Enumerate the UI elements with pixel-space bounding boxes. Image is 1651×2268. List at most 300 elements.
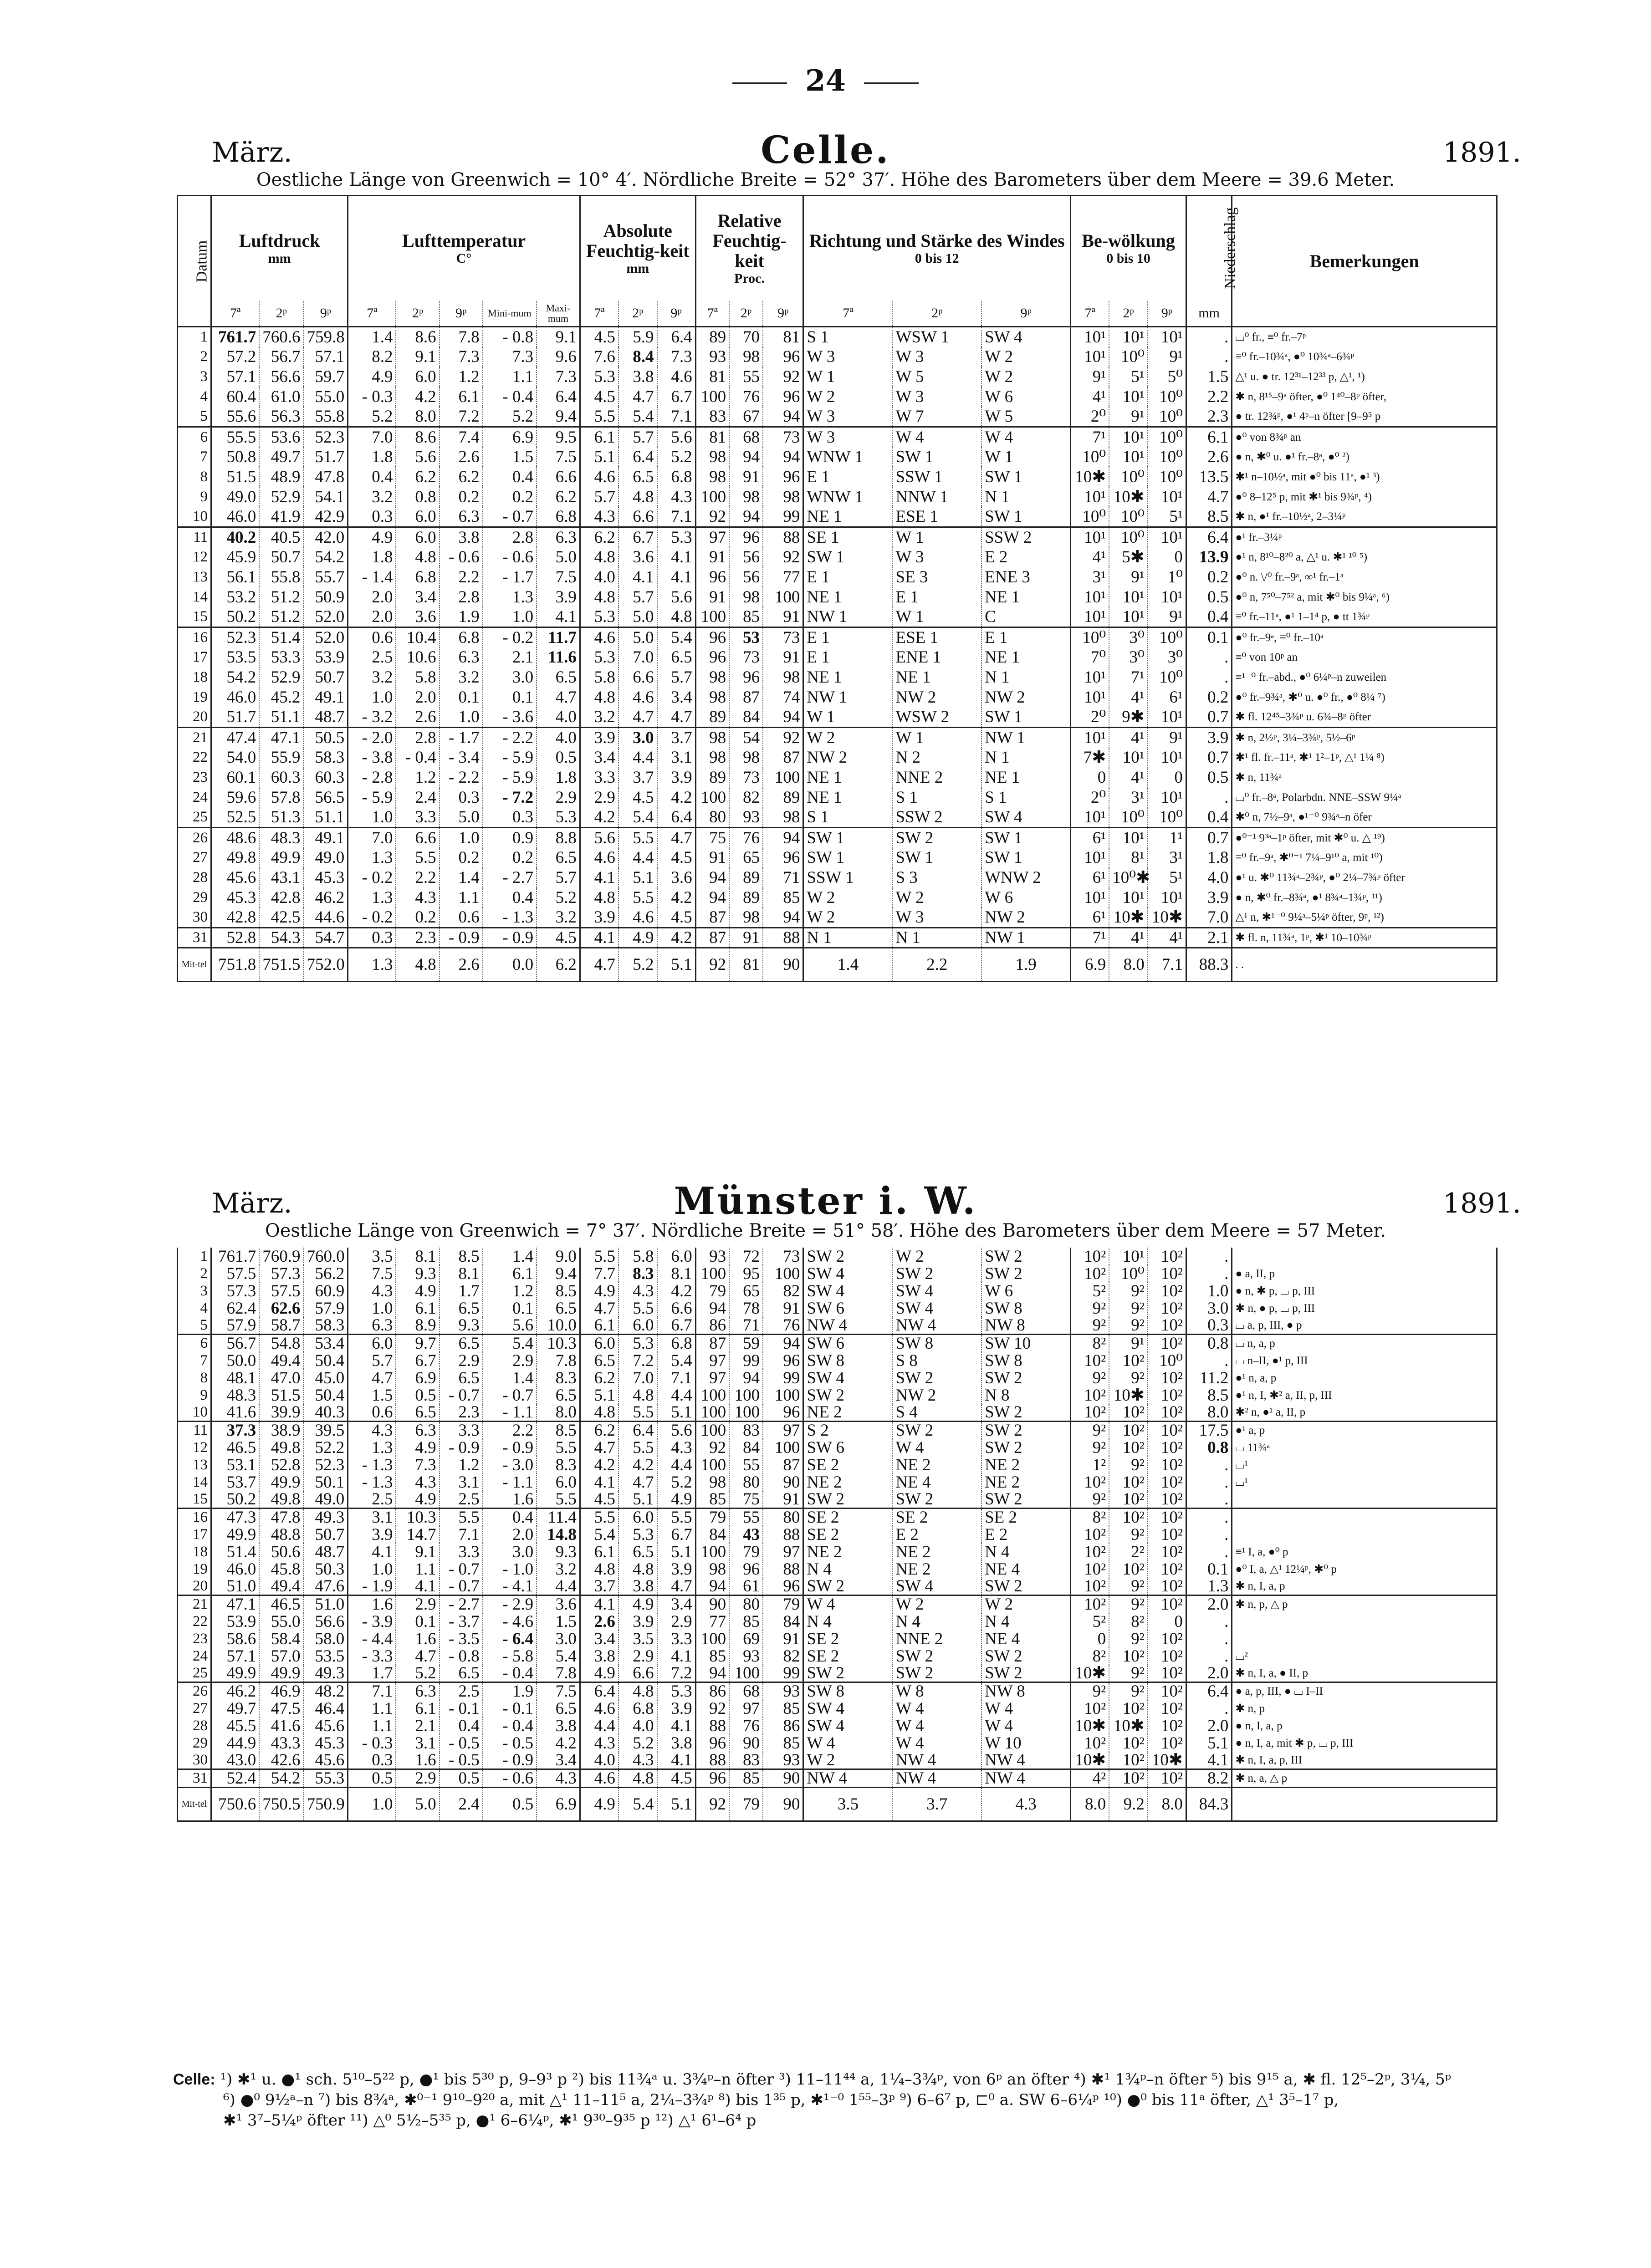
luftdruck-2p: 47.5: [259, 1700, 303, 1717]
wind-2p: N 1: [892, 928, 981, 948]
bemerkung: [1232, 1509, 1497, 1526]
temp-2p: 8.6: [396, 327, 439, 347]
luftdruck-2p: 58.7: [259, 1317, 303, 1335]
rel-feuchte-9p: 77: [763, 567, 803, 587]
rel-feuchte-9p: 88: [763, 1526, 803, 1543]
wind-2p: W 3: [892, 908, 981, 928]
bewoelkung-2p: 9¹: [1109, 567, 1148, 587]
luftdruck-2p: 52.9: [259, 487, 303, 507]
temp-9p: 6.1: [440, 387, 483, 407]
rel-feuchte-7a: 100: [700, 1542, 726, 1561]
bewoelkung-7a: 5²: [1092, 1612, 1106, 1631]
rel-feuchte-2p: 55: [729, 1509, 763, 1526]
luftdruck-7a: 48.6: [211, 828, 260, 848]
abs-feuchte-2p: 4.2: [618, 1456, 657, 1473]
day: 19: [178, 1560, 211, 1578]
day-row: [178, 1543, 1497, 1560]
temp-max: 4.2: [537, 1734, 580, 1752]
luftdruck-7a: 40.2: [211, 527, 260, 547]
abs-feuchte-9p: 4.9: [657, 1491, 696, 1509]
bewoelkung-9p: 5¹: [1148, 507, 1186, 527]
bewoelkung-7a: 7⁰: [1090, 648, 1106, 667]
temp-2p: 4.9: [396, 1282, 439, 1300]
day: 25: [178, 1665, 211, 1682]
wind-2p: ESE 1: [892, 627, 981, 647]
temp-max: 0.5: [537, 748, 580, 768]
abs-feuchte-2p: 6.4: [618, 447, 657, 467]
day-row: [178, 367, 1497, 387]
abs-feuchte-7a: 5.8: [594, 668, 615, 687]
temp-2p: 9.7: [396, 1335, 439, 1352]
sub-7a: 7ª: [1071, 301, 1109, 327]
abs-feuchte-7a: 3.3: [594, 768, 615, 787]
bewoelkung-7a: 9²: [1092, 1490, 1106, 1509]
luftdruck-9p: 56.5: [303, 788, 348, 808]
footnote-line: ⁶) ●⁰ 9½ᵃ–n ⁷) bis 8¾ᵃ, ✱⁰⁻¹ 9¹⁰–9²⁰ a, mit △¹ 11–11⁵ a, 2¼–3¾ᵖ ⁸) bis 1³⁵ p, ✱¹⁻⁰ 1⁵⁵–3ᵖ ⁹) 6–6⁷ p, ⊏⁰ a. SW 6–6¼ᵖ ¹⁰) ●⁰ bis 11ᵃ öfter, △¹ 3⁵–1⁷ p,: [223, 2090, 1339, 2109]
temp-min: - 5.8: [483, 1647, 537, 1665]
temp-7a: 4.7: [372, 1368, 393, 1387]
bemerkung: ●¹ n, a, p: [1232, 1369, 1497, 1386]
abs-feuchte-7a: 5.5: [580, 1509, 618, 1526]
day-row: [178, 1613, 1497, 1630]
rel-feuchte-2p: 61: [729, 1578, 763, 1595]
rel-feuchte-7a: 79: [709, 1281, 726, 1300]
niederschlag: 0.5: [1186, 587, 1232, 607]
temp-max: 6.0: [537, 1473, 580, 1491]
abs-feuchte-2p: 8.3: [618, 1265, 657, 1282]
day-row: [178, 1560, 1497, 1578]
wind-7a: SW 6: [807, 1299, 844, 1318]
bewoelkung-9p: 10²: [1148, 1509, 1186, 1526]
abs-feuchte-7a: 7.6: [594, 347, 615, 366]
luftdruck-2p: 55.9: [259, 748, 303, 768]
wind-9p: N 1: [981, 668, 1071, 688]
niederschlag: 2.0: [1186, 1665, 1232, 1682]
luftdruck-7a: 46.0: [226, 688, 256, 707]
luftdruck-2p: 50.6: [259, 1543, 303, 1560]
wind-7a: SE 2: [803, 1509, 893, 1526]
rel-feuchte-2p: 53: [729, 627, 763, 647]
luftdruck-2p: 53.3: [259, 647, 303, 668]
bewoelkung-2p: 10✱: [1109, 487, 1148, 507]
sub-7a: 7ª: [695, 301, 729, 327]
day: 23: [178, 1630, 211, 1647]
rel-feuchte-9p: 86: [763, 1717, 803, 1734]
bewoelkung-9p: 10²: [1148, 1769, 1186, 1788]
temp-min: 5.2: [483, 407, 537, 427]
day: 13: [178, 567, 211, 587]
abs-feuchte-7a: 4.9: [580, 1788, 618, 1821]
luftdruck-2p: 47.8: [259, 1509, 303, 1526]
wind-2p: ESE 1: [892, 507, 981, 527]
footnote-line: Celle: ¹) ✱¹ u. ●¹ sch. 5¹⁰–5²² p, ●¹ bis 5³⁰ p, 9–9³ p ²) bis 11¾ᵃ u. 3¾ᵖ–n öfter ³) 11–11⁴⁴ a, 1¼–3¾ᵖ, von 6ᵖ an öfter ⁴) ✱¹ 1¾ᵖ–n öfter ⁵) bis 9¹⁵ a, ✱ fl. 12⁵–2ᵖ, 3¼, 5ᵖ: [173, 2070, 1452, 2089]
temp-max: 10.3: [537, 1335, 580, 1352]
temp-max: 14.8: [537, 1526, 580, 1543]
luftdruck-7a: 49.7: [226, 1699, 256, 1718]
temp-7a: - 4.4: [362, 1629, 393, 1648]
sub-9p: 9ᵖ: [303, 301, 348, 327]
bemerkung: [1232, 1788, 1497, 1821]
temp-min: - 6.4: [483, 1630, 537, 1647]
rel-feuchte-9p: 84: [763, 1613, 803, 1630]
day: 20: [178, 708, 211, 728]
rel-feuchte-2p: 73: [729, 647, 763, 668]
wind-9p: SE 2: [981, 1509, 1071, 1526]
temp-9p: 6.3: [440, 507, 483, 527]
abs-feuchte-9p: 4.1: [657, 1752, 696, 1769]
luftdruck-9p: 60.9: [303, 1282, 348, 1300]
niederschlag: 5.1: [1186, 1734, 1232, 1752]
bemerkung: ● n, ✱⁰ fr.–8¾ᵃ, ●¹ 8¾ᵃ–1¾ᵖ, ¹¹): [1232, 888, 1497, 908]
temp-min: - 2.2: [483, 728, 537, 748]
abs-feuchte-2p: 5.2: [618, 1734, 657, 1752]
day-row: [178, 327, 1497, 347]
abs-feuchte-7a: 4.5: [594, 1490, 615, 1509]
day: 29: [178, 888, 211, 908]
temp-max: 5.7: [537, 868, 580, 888]
temp-9p: 6.2: [440, 467, 483, 487]
luftdruck-9p: 52.3: [303, 427, 348, 447]
temp-2p: 1.6: [396, 1752, 439, 1769]
temp-9p: 7.4: [440, 427, 483, 447]
wind-9p: C: [981, 607, 1071, 627]
day: 27: [178, 848, 211, 868]
day-row: [178, 607, 1497, 627]
bewoelkung-7a: 10¹: [1071, 728, 1109, 748]
wind-2p: NE 2: [892, 1543, 981, 1560]
rel-feuchte-2p: 65: [729, 1282, 763, 1300]
temp-7a: 1.7: [372, 1664, 393, 1682]
wind-9p: SW 1: [981, 467, 1071, 487]
day-row: [178, 848, 1497, 868]
temp-2p: 7.3: [396, 1456, 439, 1473]
footnotes: [173, 2069, 1494, 2131]
bewoelkung-2p: 10²: [1109, 1491, 1148, 1509]
temp-min: 6.1: [483, 1265, 537, 1282]
rel-feuchte-9p: 81: [763, 327, 803, 347]
temp-7a: 3.9: [372, 1525, 393, 1544]
abs-feuchte-7a: 6.2: [594, 1368, 615, 1387]
abs-feuchte-2p: 5.3: [618, 1335, 657, 1352]
luftdruck-7a: 53.7: [226, 1473, 256, 1492]
abs-feuchte-9p: 5.6: [657, 587, 696, 607]
temp-min: - 0.4: [483, 387, 537, 407]
abs-feuchte-7a: 4.6: [580, 627, 618, 647]
bewoelkung-7a: 10²: [1071, 1595, 1109, 1613]
abs-feuchte-9p: 5.1: [657, 1788, 696, 1821]
temp-2p: 8.1: [396, 1248, 439, 1265]
abs-feuchte-7a: 3.2: [594, 708, 615, 727]
bewoelkung-9p: 10⁰: [1148, 808, 1186, 828]
abs-feuchte-9p: 3.1: [657, 748, 696, 768]
bemerkung: ● n, ✱ p, ⌴ p, III: [1232, 1282, 1497, 1300]
bewoelkung-7a: 10¹: [1084, 848, 1106, 867]
bewoelkung-9p: 10²: [1148, 1717, 1186, 1734]
niederschlag: .: [1186, 327, 1232, 347]
temp-9p: - 0.7: [440, 1578, 483, 1595]
niederschlag: .: [1186, 788, 1232, 808]
temp-max: 3.4: [537, 1752, 580, 1769]
wind-7a: S 2: [803, 1422, 893, 1439]
abs-feuchte-2p: 5.5: [618, 1300, 657, 1317]
luftdruck-7a: 51.4: [226, 1542, 256, 1561]
temp-min: 1.2: [483, 1282, 537, 1300]
temp-min: - 1.0: [483, 1560, 537, 1578]
wind-7a: W 3: [807, 347, 835, 366]
abs-feuchte-2p: 4.6: [618, 688, 657, 708]
rel-feuchte-7a: 92: [709, 1699, 726, 1718]
day: Mit-tel: [178, 1788, 211, 1821]
wind-9p: SW 1: [981, 507, 1071, 527]
temp-2p: 6.7: [396, 1352, 439, 1369]
wind-2p: S 3: [892, 868, 981, 888]
temp-min: - 3.0: [483, 1456, 537, 1473]
wind-9p: W 10: [981, 1734, 1071, 1752]
wind-7a: SW 2: [807, 1247, 844, 1266]
bewoelkung-7a: 10¹: [1084, 688, 1106, 707]
temp-2p: 6.6: [396, 828, 439, 848]
luftdruck-7a: 51.5: [226, 468, 256, 486]
rel-feuchte-7a: 96: [695, 627, 729, 647]
bewoelkung-2p: 10²: [1109, 1647, 1148, 1665]
temp-min: 0.2: [483, 848, 537, 868]
bewoelkung-9p: 5⁰: [1148, 367, 1186, 387]
bewoelkung-7a: 10⁰: [1082, 448, 1106, 466]
day-row: [178, 1647, 1497, 1665]
wind-7a: W 2: [803, 728, 893, 748]
wind-7a: SW 8: [803, 1682, 893, 1700]
bewoelkung-7a: 10²: [1084, 1699, 1106, 1718]
wind-2p: S 1: [892, 788, 981, 808]
bewoelkung-7a: 7✱: [1083, 748, 1106, 767]
bewoelkung-2p: 10✱: [1109, 908, 1148, 928]
wind-7a: SW 1: [803, 828, 893, 848]
bewoelkung-9p: 10¹: [1148, 788, 1186, 808]
temp-max: 7.8: [537, 1665, 580, 1682]
abs-feuchte-2p: 4.8: [618, 1682, 657, 1700]
luftdruck-7a: 60.1: [226, 768, 256, 787]
rel-feuchte-7a: 98: [709, 448, 726, 466]
rel-feuchte-9p: 96: [763, 1352, 803, 1369]
temp-2p: 2.0: [396, 688, 439, 708]
bewoelkung-7a: 6¹: [1092, 908, 1106, 927]
day-row: [178, 688, 1497, 708]
temp-min: - 0.1: [483, 1700, 537, 1717]
luftdruck-2p: 45.8: [259, 1560, 303, 1578]
temp-min: - 7.2: [483, 788, 537, 808]
rel-feuchte-9p: 92: [763, 367, 803, 387]
bemerkung: ⌴ n, a, p: [1232, 1335, 1497, 1352]
luftdruck-9p: 49.0: [303, 1491, 348, 1509]
day: 4: [178, 1300, 211, 1317]
temp-9p: 6.8: [440, 627, 483, 647]
abs-feuchte-2p: 4.3: [618, 1752, 657, 1769]
luftdruck-2p: 55.0: [259, 1613, 303, 1630]
rel-feuchte-9p: 99: [763, 1665, 803, 1682]
abs-feuchte-9p: 7.3: [657, 347, 696, 367]
bewoelkung-9p: 10✱: [1148, 908, 1186, 928]
wind-9p: WNW 2: [981, 868, 1071, 888]
abs-feuchte-7a: 6.1: [594, 1542, 615, 1561]
bewoelkung-2p: 9²: [1109, 1456, 1148, 1473]
temp-2p: 4.1: [396, 1578, 439, 1595]
day: 11: [178, 1422, 211, 1439]
wind-2p: W 7: [892, 407, 981, 427]
abs-feuchte-2p: 3.8: [618, 367, 657, 387]
luftdruck-9p: 54.2: [303, 547, 348, 567]
abs-feuchte-9p: 5.1: [657, 1543, 696, 1560]
wind-2p: NW 4: [892, 1769, 981, 1788]
bewoelkung-7a: 0: [1097, 768, 1106, 787]
temp-7a: - 3.9: [362, 1612, 393, 1631]
luftdruck-2p: 42.8: [259, 888, 303, 908]
abs-feuchte-2p: 4.7: [618, 387, 657, 407]
luftdruck-9p: 54.7: [303, 928, 348, 948]
abs-feuchte-7a: 6.4: [580, 1682, 618, 1700]
wind-2p: W 4: [892, 1439, 981, 1456]
wind-2p: W 4: [892, 1717, 981, 1734]
abs-feuchte-7a: 6.1: [580, 427, 618, 447]
temp-min: 1.0: [483, 607, 537, 627]
temp-2p: 9.1: [396, 1543, 439, 1560]
bemerkung: ⌴ 11¾ᵃ: [1232, 1439, 1497, 1456]
day: 2: [178, 347, 211, 367]
wind-2p: W 2: [892, 1595, 981, 1613]
wind-2p: W 4: [892, 1734, 981, 1752]
abs-feuchte-7a: 5.1: [594, 448, 615, 466]
abs-feuchte-9p: 5.1: [657, 948, 696, 982]
sub-2p: 2ᵖ: [396, 301, 439, 327]
temp-2p: 4.8: [396, 547, 439, 567]
temp-7a: 2.0: [372, 588, 393, 606]
day: 26: [178, 828, 211, 848]
bewoelkung-2p: 10¹: [1109, 1248, 1148, 1265]
day: 25: [178, 808, 211, 828]
day-row: [178, 668, 1497, 688]
temp-7a: 1.4: [372, 327, 393, 347]
wind-2p: WSW 1: [892, 327, 981, 347]
rel-feuchte-2p: 68: [729, 1682, 763, 1700]
temp-min: 5.4: [483, 1335, 537, 1352]
rel-feuchte-9p: 74: [763, 688, 803, 708]
luftdruck-9p: 50.4: [303, 1386, 348, 1404]
abs-feuchte-9p: 3.4: [657, 1595, 696, 1613]
sub-7a: 7ª: [580, 301, 618, 327]
abs-feuchte-9p: 4.2: [657, 1282, 696, 1300]
luftdruck-9p: 53.5: [303, 1647, 348, 1665]
wind-9p: SW 2: [981, 1491, 1071, 1509]
temp-9p: 0.3: [440, 788, 483, 808]
bewoelkung-9p: 10²: [1148, 1665, 1186, 1682]
day: 22: [178, 1613, 211, 1630]
luftdruck-2p: 49.9: [259, 1473, 303, 1491]
abs-feuchte-2p: 7.0: [618, 647, 657, 668]
luftdruck-9p: 45.3: [303, 1734, 348, 1752]
luftdruck-7a: 59.6: [226, 788, 256, 807]
wind-9p: SW 2: [981, 1578, 1071, 1595]
luftdruck-2p: 50.7: [259, 547, 303, 567]
abs-feuchte-9p: 4.1: [657, 547, 696, 567]
rel-feuchte-7a: 98: [709, 1473, 726, 1492]
temp-max: 6.2: [537, 487, 580, 507]
temp-7a: 2.5: [372, 1490, 393, 1509]
luftdruck-2p: 49.8: [259, 1439, 303, 1456]
wind-9p: SSW 2: [981, 527, 1071, 547]
rel-feuchte-2p: 80: [729, 1473, 763, 1491]
wind-9p: NW 8: [981, 1317, 1071, 1335]
luftdruck-7a: 49.8: [226, 848, 256, 867]
day-row: [178, 868, 1497, 888]
temp-max: 4.5: [537, 928, 580, 948]
abs-feuchte-7a: 6.2: [580, 1422, 618, 1439]
abs-feuchte-2p: 6.6: [618, 507, 657, 527]
luftdruck-2p: 38.9: [259, 1422, 303, 1439]
day: 23: [178, 768, 211, 788]
niederschlag: 0.4: [1186, 808, 1232, 828]
niederschlag: 8.5: [1186, 1386, 1232, 1404]
temp-min: 0.1: [483, 688, 537, 708]
abs-feuchte-7a: 4.8: [594, 588, 615, 606]
temp-7a: 4.1: [372, 1542, 393, 1561]
niederschlag: .: [1186, 1613, 1232, 1630]
wind-9p: W 4: [981, 1717, 1071, 1734]
luftdruck-2p: 54.3: [259, 928, 303, 948]
temp-9p: 3.2: [440, 668, 483, 688]
temp-2p: 2.6: [396, 708, 439, 728]
day-row: [178, 1404, 1497, 1422]
rel-feuchte-9p: 94: [763, 407, 803, 427]
bewoelkung-2p: 9²: [1109, 1317, 1148, 1335]
temp-2p: 1.1: [396, 1560, 439, 1578]
day-row: [178, 708, 1497, 728]
rel-feuchte-7a: 96: [709, 648, 726, 667]
day: 24: [178, 1647, 211, 1665]
day: 4: [178, 387, 211, 407]
abs-feuchte-2p: 5.2: [618, 948, 657, 982]
abs-feuchte-9p: 4.2: [657, 788, 696, 808]
temp-7a: 0.3: [372, 507, 393, 526]
abs-feuchte-7a: 4.6: [580, 1769, 618, 1788]
temp-9p: 2.3: [440, 1404, 483, 1422]
temp-2p: 4.2: [396, 387, 439, 407]
temp-max: 3.0: [537, 1630, 580, 1647]
bewoelkung-9p: 10²: [1148, 1543, 1186, 1560]
temp-min: - 0.5: [483, 1734, 537, 1752]
luftdruck-2p: 56.6: [259, 367, 303, 387]
temp-max: 9.3: [537, 1543, 580, 1560]
niederschlag: 0.2: [1186, 567, 1232, 587]
rel-feuchte-2p: 67: [729, 407, 763, 427]
luftdruck-7a: 47.3: [211, 1509, 260, 1526]
temp-2p: 3.3: [396, 808, 439, 828]
abs-feuchte-2p: 6.8: [618, 1700, 657, 1717]
luftdruck-9p: 42.0: [303, 527, 348, 547]
luftdruck-2p: 49.7: [259, 447, 303, 467]
wind-9p: SW 4: [981, 327, 1071, 347]
temp-min: 1.5: [483, 447, 537, 467]
rel-feuchte-2p: 100: [729, 1404, 763, 1422]
luftdruck-2p: 51.5: [259, 1386, 303, 1404]
wind-9p: SW 2: [981, 1439, 1071, 1456]
rel-feuchte-9p: 87: [763, 1456, 803, 1473]
rel-feuchte-9p: 82: [763, 1647, 803, 1665]
day: 6: [178, 1335, 211, 1352]
bewoelkung-7a: 10²: [1084, 1264, 1106, 1283]
bewoelkung-7a: 6.9: [1071, 948, 1109, 982]
geo-line: Oestliche Länge von Greenwich = 10° 4′. Nördliche Breite = 52° 37′. Höhe des Barometers über dem Meere = 39.6 Meter.: [256, 169, 1395, 190]
rel-feuchte-7a: 100: [700, 488, 726, 506]
luftdruck-2p: 49.4: [259, 1352, 303, 1369]
